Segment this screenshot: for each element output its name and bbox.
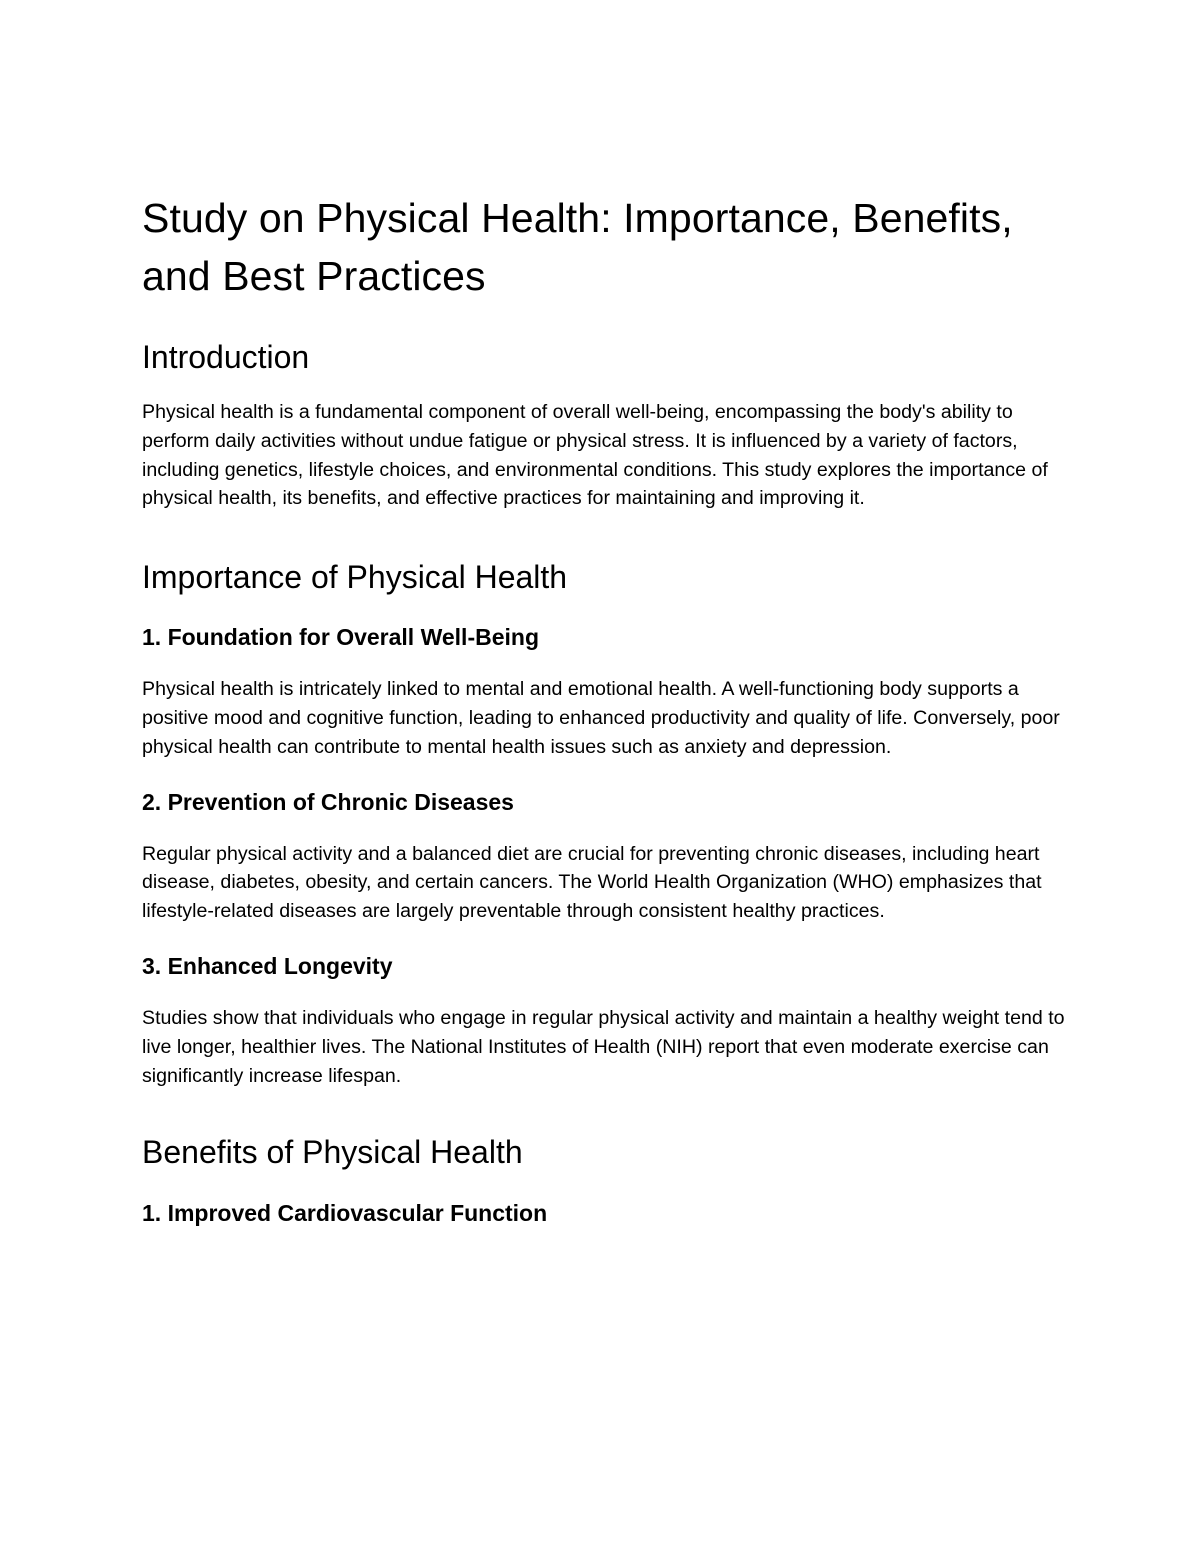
importance-item-2-paragraph: Regular physical activity and a balanced diet are crucial for preventing chronic diseases, including heart disease, diabetes, obesity, and certain cancers. The World Health Organization (WHO) emphasizes that lifestyle-related diseases are largely preventable through consistent healthy practices.: [142, 842, 1042, 923]
importance-heading: Importance of Physical Health: [142, 559, 568, 596]
benefits-heading: Benefits of Physical Health: [142, 1134, 523, 1171]
importance-item-1-heading: 1. Foundation for Overall Well-Being: [142, 624, 539, 651]
importance-item-2-heading: 2. Prevention of Chronic Diseases: [142, 788, 514, 815]
importance-item-3-paragraph: Studies show that individuals who engage in regular physical activity and maintain a healthy weight tend to live longer, healthier lives. The National Institutes of Health (NIH) report that even moderate exercise can significantly increase lifespan.: [142, 1006, 1065, 1087]
document-title: Study on Physical Health: Importance, Benefits, and Best Practices: [142, 195, 1013, 299]
importance-item-1-paragraph: Physical health is intricately linked to mental and emotional health. A well-functioning body supports a positive mood and cognitive function, leading to enhanced productivity and quality of life. Conversely, poor physical health can contribute to mental health issues such as anxiety and depression.: [142, 678, 1060, 758]
document-page: [142, 189, 1072, 1228]
introduction-paragraph: Physical health is a fundamental component of overall well-being, encompassing the body's ability to perform daily activities without undue fatigue or physical stress. It is influenced by a variety of factors, including genetics, lifestyle choices, and environmental conditions. This study explores the importance of physical health, its benefits, and effective practices for maintaining and improving it.: [142, 401, 1048, 510]
introduction-heading: Introduction: [142, 339, 310, 375]
importance-item-3-heading: 3. Enhanced Longevity: [142, 952, 393, 979]
benefits-item-1-heading: 1. Improved Cardiovascular Function: [142, 1200, 548, 1227]
